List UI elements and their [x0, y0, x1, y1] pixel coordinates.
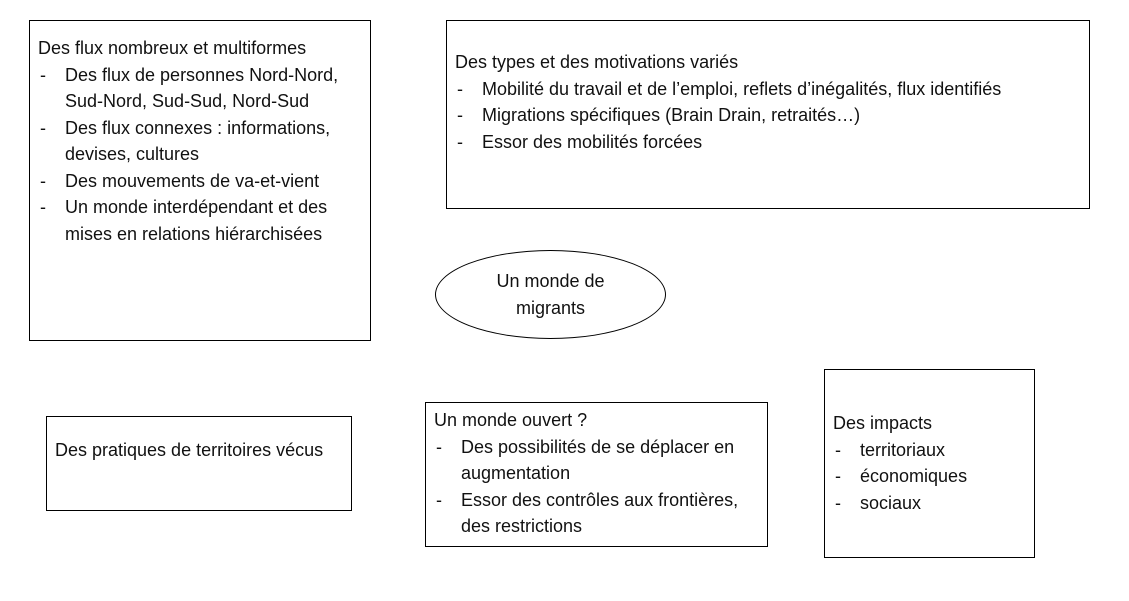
bullet-dash: -	[436, 489, 442, 510]
list-item-text: Des possibilités de se déplacer en augmentation	[461, 436, 735, 483]
box-title: Des pratiques de territoires vécus	[55, 440, 324, 460]
box-title: Un monde ouvert ?	[434, 410, 588, 430]
box-pratiques-territoires	[46, 416, 352, 511]
list-item	[455, 76, 1079, 103]
list-item-text: Essor des contrôles aux frontières, des restrictions	[461, 489, 739, 536]
box-flux-nombreux	[29, 20, 371, 341]
bullet-dash: -	[457, 78, 463, 99]
bullet-dash: -	[835, 466, 841, 486]
center-ellipse	[435, 250, 666, 339]
list-item-text: économiques	[860, 466, 968, 486]
list-item	[833, 437, 1024, 464]
box-title: Des impacts	[833, 413, 933, 433]
list-item	[833, 490, 1024, 517]
bullet-dash: -	[40, 64, 46, 85]
list-item-text: Mobilité du travail et de l’emploi, reflets d’inégalités, flux identifiés	[482, 78, 1002, 99]
box-types-motivations	[446, 20, 1090, 209]
bullet-dash: -	[40, 197, 46, 217]
list-item-text: Des flux de personnes Nord-Nord, Sud-Nord, Sud-Sud, Nord-Sud	[65, 64, 339, 111]
list-item-text: Des flux connexes : informations, devises, cultures	[65, 117, 331, 164]
list-item-text: Un monde interdépendant et des mises en relations hiérarchisées	[65, 197, 328, 244]
list-item-text: Essor des mobilités forcées	[482, 131, 703, 152]
box-monde-ouvert	[425, 402, 768, 547]
box-title: Des types et des motivations variés	[455, 52, 739, 72]
list-item	[455, 102, 1079, 129]
bullet-dash: -	[40, 170, 46, 191]
list-item	[434, 487, 757, 540]
bullet-list	[833, 437, 1024, 517]
bullet-dash: -	[457, 105, 463, 125]
list-item	[434, 434, 757, 487]
bullet-dash: -	[835, 439, 841, 460]
list-item-text: sociaux	[860, 492, 922, 513]
bullet-list	[434, 434, 757, 540]
list-item	[38, 62, 360, 115]
list-item-text: Migrations spécifiques (Brain Drain, retraités…)	[482, 105, 861, 125]
bullet-dash: -	[835, 492, 841, 513]
box-impacts	[824, 369, 1035, 558]
list-item	[38, 168, 360, 195]
list-item-text: Des mouvements de va-et-vient	[65, 170, 320, 191]
bullet-dash: -	[436, 436, 442, 457]
bullet-list	[38, 62, 360, 248]
list-item	[38, 194, 360, 247]
box-title: Des flux nombreux et multiformes	[38, 38, 307, 58]
list-item	[833, 463, 1024, 490]
bullet-list	[455, 76, 1079, 156]
center-label: Un monde de migrants	[496, 271, 605, 318]
bullet-dash: -	[457, 131, 463, 152]
list-item-text: territoriaux	[860, 439, 946, 460]
list-item	[38, 115, 360, 168]
list-item	[455, 129, 1079, 156]
bullet-dash: -	[40, 117, 46, 138]
